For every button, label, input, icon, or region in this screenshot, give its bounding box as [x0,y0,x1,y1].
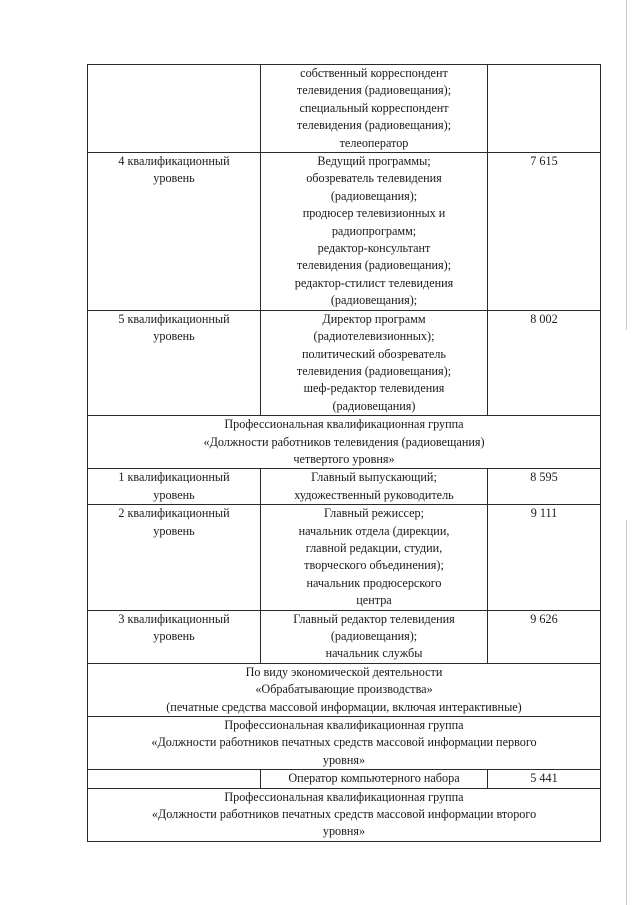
positions-cell [261,65,488,153]
scan-edge-mark-bottom [626,520,627,905]
group-header-cell [88,416,601,469]
salary-value: 9 111 [530,506,558,521]
cell-line: главной редакции, студии, [305,540,443,555]
cell-line: телевидения (радиовещания); [296,118,452,133]
salary-cell [488,469,601,505]
table-row [88,469,601,505]
cell-line: «Обрабатывающие производства» [255,682,433,697]
cell-line: уровня» [322,752,366,767]
cell-line: (радиовещания); [330,293,418,308]
cell-line: 2 квалификационный [118,506,230,521]
salary-cell [488,65,601,153]
cell-line: политический обозреватель [302,346,446,361]
table-row [88,65,601,153]
cell-line: уровень [153,629,195,643]
table-row [88,770,601,788]
salary-value: 7 615 [530,154,558,169]
cell-line: (радиовещания) [332,398,416,413]
cell-line: 1 квалификационный [118,470,230,485]
cell-line: редактор-консультант [317,241,431,256]
cell-line: Профессиональная квалификационная группа [224,789,464,804]
cell-line: (радиовещания); [330,629,418,643]
cell-line: уровень [153,329,195,344]
salary-value: 5 441 [530,771,558,786]
cell-line: Ведущий программы; [317,154,431,169]
cell-line: редактор-стилист телевидения [294,275,454,290]
salary-cell [488,310,601,415]
table-row [88,610,601,663]
table-row [88,310,601,415]
cell-line: (радиовещания); [330,188,418,203]
qualification-level-cell [88,770,261,788]
cell-line: центра [356,593,392,608]
cell-line: Главный редактор телевидения [293,611,455,626]
cell-line: 4 квалификационный [118,154,230,169]
positions-cell [261,153,488,311]
cell-line: начальник отдела (дирекции, [298,523,450,538]
cell-line: Главный режиссер; [324,506,424,521]
cell-line: обозреватель телевидения [306,171,442,186]
cell-line: шеф-редактор телевидения [303,381,445,396]
cell-line: «Должности работников печатных средств массовой информации первого [151,735,537,750]
cell-line: «Должности работников печатных средств массовой информации второго [151,807,537,822]
cell-line: собственный корреспондент [300,66,448,80]
positions-cell [261,610,488,663]
cell-line: специальный корреспондент [299,100,449,115]
salary-cell [488,770,601,788]
cell-line: По виду экономической деятельности [245,664,443,679]
group-header-row [88,788,601,841]
salary-value: 9 626 [530,611,558,626]
cell-line: продюсер телевизионных и [302,206,446,221]
cell-line: Оператор компьютерного набора [288,771,460,786]
positions-cell [261,310,488,415]
cell-line: Директор программ [322,311,426,326]
table-row [88,505,601,610]
positions-cell [261,505,488,610]
cell-line: (печатные средства массовой информации, включая интерактивные) [166,699,522,714]
cell-line: радиопрограмм; [331,223,417,238]
salary-value: 8 002 [530,311,558,326]
cell-line: творческого объединения); [304,558,444,573]
cell-line: начальник продюсерского [306,575,442,590]
cell-line: начальник службы [325,646,423,661]
qualification-level-cell [88,505,261,610]
scan-edge-mark-top [626,0,627,330]
cell-line: 3 квалификационный [118,611,230,626]
cell-line: «Должности работников телевидения (радиовещания) [203,434,485,449]
salary-cell [488,610,601,663]
group-header-row [88,416,601,469]
cell-line: уровень [153,523,195,538]
salary-cell [488,153,601,311]
cell-line: художественный руководитель [294,487,454,502]
cell-line: 5 квалификационный [118,311,230,326]
group-header-row [88,717,601,770]
qualification-level-cell [88,153,261,311]
cell-line: четвертого уровня» [293,451,395,466]
cell-line: (радиотелевизионных); [313,329,435,344]
positions-cell [261,469,488,505]
group-header-cell [88,788,601,841]
table-row [88,153,601,311]
qualification-level-cell [88,469,261,505]
cell-line: уровня» [322,824,366,839]
cell-line: телевидения (радиовещания); [296,258,452,273]
qualification-level-cell [88,65,261,153]
salary-table [87,64,601,842]
cell-line: уровень [153,171,195,186]
salary-table-body [88,65,601,842]
salary-value: 8 595 [530,470,558,485]
salary-cell [488,505,601,610]
cell-line: телевидения (радиовещания); [296,363,452,378]
positions-cell [261,770,488,788]
cell-line: Профессиональная квалификационная группа [224,417,464,432]
cell-line: уровень [153,487,195,502]
group-header-cell [88,663,601,716]
cell-line: Главный выпускающий; [311,470,437,485]
cell-line: Профессиональная квалификационная группа [224,718,464,733]
group-header-row [88,663,601,716]
qualification-level-cell [88,610,261,663]
group-header-cell [88,717,601,770]
cell-line: телеоператор [339,135,409,150]
cell-line: телевидения (радиовещания); [296,83,452,98]
qualification-level-cell [88,310,261,415]
